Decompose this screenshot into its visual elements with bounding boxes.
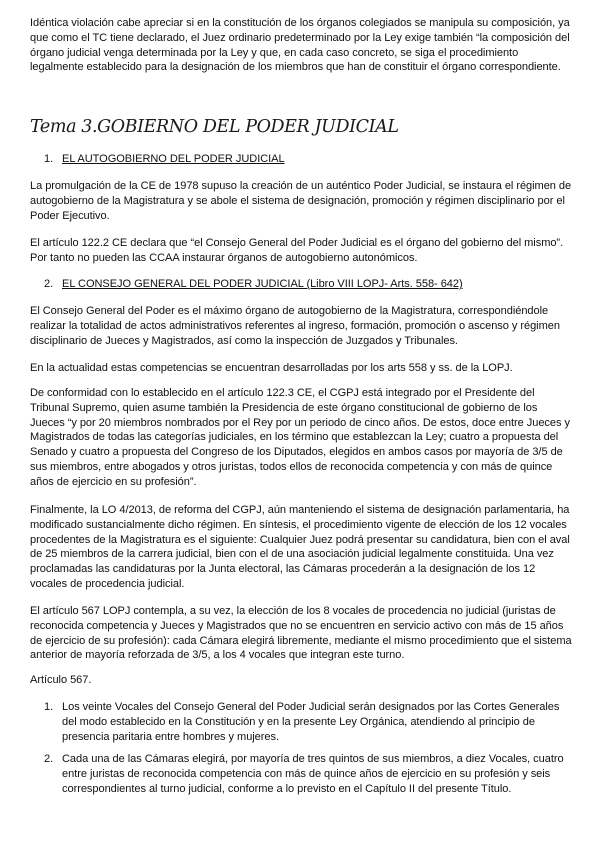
paragraph: El Consejo General del Poder es el máximo órgano de autogobierno de la Magistratura, correspondiéndole realizar la totalidad de actos administrativos referentes al ingreso, formación, promoción o ascenso y régimen disciplinario de Jueces y Magistrados, así como la inspección de Juzgados y Tribunales.	[30, 305, 560, 347]
paragraph: El artículo 122.2 CE declara que “el Consejo General del Poder Judicial es el órgano del gobierno del mismo”. Por tanto no pueden las CCAA instaurar órganos de autogobierno autonómicos.	[30, 237, 564, 264]
list-item-text: Cada una de las Cámaras elegirá, por mayoría de tres quintos de sus miembros, a diez Vocales, cuatro entre juristas de reconocida competencia con más de quince años de ejercicio en su profesión y seis correspondientes al turno judicial, conforme a lo previsto en el Capítulo II del presente Título.	[62, 753, 564, 795]
section-number: 1.	[44, 153, 54, 165]
paragraph: En la actualidad estas competencias se encuentran desarrolladas por los arts 558 y ss. de la LOPJ.	[30, 362, 513, 374]
article-label: Artículo 567.	[30, 674, 92, 686]
list-item	[44, 752, 572, 796]
section-heading-1	[44, 152, 285, 167]
section-title: EL AUTOGOBIERNO DEL PODER JUDICIAL	[62, 153, 285, 165]
list-number: 2.	[44, 753, 54, 765]
section-title: EL CONSEJO GENERAL DEL PODER JUDICIAL (Libro VIII LOPJ- Arts. 558- 642)	[62, 278, 463, 290]
list-item	[44, 700, 572, 744]
intro-paragraph: Idéntica violación cabe apreciar si en la constitución de los órganos colegiados se manipula su composición, ya que como el TC tiene declarado, el Juez ordinario predeterminado por la Ley exige también “la composición del órgano judicial venga determinada por la Ley y que, en cada caso concreto, se siga el procedimiento legalmente establecido para la designación de los miembros que han de constituir el órgano correspondiente.	[30, 17, 570, 74]
section-heading-2	[44, 277, 463, 292]
list-number: 1.	[44, 701, 54, 713]
chapter-title: Tema 3.GOBIERNO DEL PODER JUDICIAL	[30, 117, 399, 137]
paragraph: El artículo 567 LOPJ contempla, a su vez, la elección de los 8 vocales de procedencia no judicial (juristas de reconocida competencia y Jueces y Magistrados que no se encuentren en servicio activo con más de 15 años de ejercicio de su profesión): cada Cámara elegirá libremente, mediante el mismo procedimiento que el sistema anterior de mayoría reforzada de 3/5, a los 4 vocales que integran este turno.	[30, 605, 572, 662]
paragraph: Finalmente, la LO 4/2013, de reforma del CGPJ, aún manteniendo el sistema de designación parlamentaria, ha modificado sustancialmente dicho régimen. En síntesis, el procedimiento vigente de elección de los 12 vocales procedentes de la Magistratura es el siguiente: Cualquier Juez podrá presentar su candidatura, bien con el aval de 25 miembros de la carrera judicial, bien con el de una asociación judicial legalmente constituida. Una vez proclamadas las candidaturas por la Junta electoral, las Cámaras procederán a la designación de los 12 vocales de procedencia judicial.	[30, 504, 570, 590]
list-item-text: Los veinte Vocales del Consejo General del Poder Judicial serán designados por las Cortes Generales del modo establecido en la Constitución y en la presente Ley Orgánica, atendiendo al principio de presencia paritaria entre hombres y mujeres.	[62, 701, 560, 743]
section-number: 2.	[44, 278, 54, 290]
paragraph: De conformidad con lo establecido en el artículo 122.3 CE, el CGPJ está integrado por el Presidente del Tribunal Supremo, quien asume también la Presidencia de este órgano constitucional de gobierno de los Jueces “y por 20 miembros nombrados por el Rey por un periodo de cinco años. De estos, doce entre Jueces y Magistrados de todas las categorías judiciales, en los término que establezcan la Ley; cuatro a propuesta del Senado y cuatro a propuesta del Congreso de los Diputados, elegidos en ambos casos por mayoría de 3/5 de sus miembros, entre abogados y otros juristas, todos ellos de reconocida competencia y con más de quince años de ejercicio en su profesión”.	[30, 387, 570, 488]
paragraph: La promulgación de la CE de 1978 supuso la creación de un auténtico Poder Judicial, se instaura el régimen de autogobierno de la Magistratura y se abole el sistema de designación, promoción y régimen disciplinario por el Poder Ejecutivo.	[30, 180, 572, 222]
